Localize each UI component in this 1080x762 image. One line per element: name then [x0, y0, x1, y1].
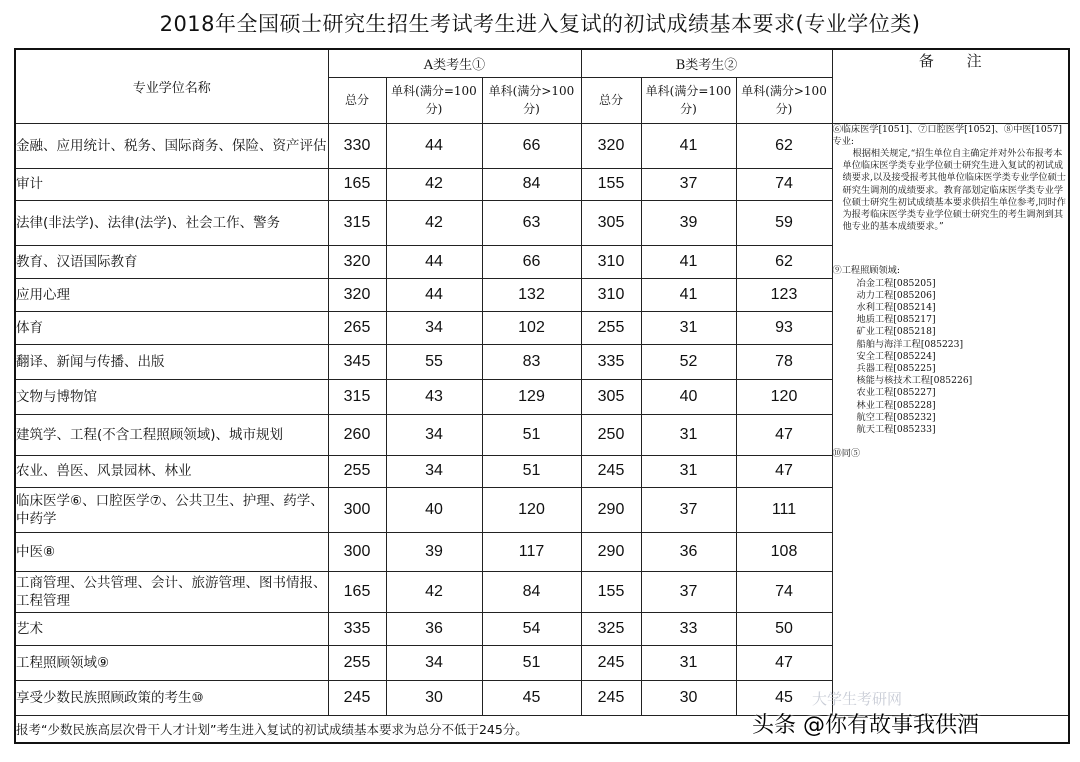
score-b-single-gt100: 123: [736, 279, 832, 312]
score-a-single-gt100: 63: [482, 201, 581, 246]
major-name-cell: 工程照顾领域⑨: [15, 646, 328, 681]
score-b-single-gt100: 62: [736, 123, 832, 168]
score-b-total: 310: [581, 279, 641, 312]
score-b-single-gt100: 50: [736, 613, 832, 646]
page-title: 2018年全国硕士研究生招生考试考生进入复试的初试成绩基本要求(专业学位类): [159, 12, 921, 36]
score-b-single-gt100: 47: [736, 414, 832, 455]
score-b-single-gt100: 78: [736, 344, 832, 379]
score-b-total: 305: [581, 201, 641, 246]
major-name-cell: 农业、兽医、风景园林、林业: [15, 455, 328, 488]
header-major-name: 专业学位名称: [15, 49, 328, 123]
score-b-total: 245: [581, 681, 641, 716]
header-a-single-gt100: 单科(满分>100分): [482, 77, 581, 123]
score-a-total: 320: [328, 279, 386, 312]
score-a-single-100: 39: [386, 533, 482, 572]
score-a-total: 300: [328, 533, 386, 572]
score-b-total: 320: [581, 123, 641, 168]
score-a-single-100: 43: [386, 379, 482, 414]
score-b-single-100: 37: [641, 168, 736, 201]
score-b-single-gt100: 62: [736, 246, 832, 279]
score-b-single-100: 36: [641, 533, 736, 572]
engineering-field-item: 水利工程[085214]: [856, 301, 936, 313]
major-name-cell: 工商管理、公共管理、会计、旅游管理、图书情报、工程管理: [15, 572, 328, 613]
major-name-cell: 临床医学⑥、口腔医学⑦、公共卫生、护理、药学、中药学: [15, 488, 328, 533]
score-b-single-gt100: 74: [736, 572, 832, 613]
score-b-single-100: 33: [641, 613, 736, 646]
score-a-total: 330: [328, 123, 386, 168]
score-b-total: 155: [581, 168, 641, 201]
score-table: [14, 48, 1070, 744]
score-a-single-100: 55: [386, 344, 482, 379]
score-a-total: 335: [328, 613, 386, 646]
engineering-field-item: 航空工程[085232]: [856, 411, 936, 423]
major-name-cell: 建筑学、工程(不含工程照顾领域)、城市规划: [15, 414, 328, 455]
score-a-total: 255: [328, 646, 386, 681]
score-a-single-100: 34: [386, 646, 482, 681]
engineering-field-item: 农业工程[085227]: [856, 387, 936, 399]
engineering-field-item: 地质工程[085217]: [856, 314, 936, 326]
score-b-total: 255: [581, 312, 641, 345]
score-a-single-100: 44: [386, 279, 482, 312]
score-b-single-100: 37: [641, 488, 736, 533]
score-b-total: 325: [581, 613, 641, 646]
score-a-single-gt100: 66: [482, 123, 581, 168]
score-a-single-gt100: 45: [482, 681, 581, 716]
major-name-cell: 教育、汉语国际教育: [15, 246, 328, 279]
major-name-cell: 审计: [15, 168, 328, 201]
score-a-single-100: 40: [386, 488, 482, 533]
engineering-field-item: 船舶与海洋工程[085223]: [856, 338, 964, 350]
major-name-cell: 应用心理: [15, 279, 328, 312]
score-b-single-gt100: 47: [736, 646, 832, 681]
header-b-total: 总分: [581, 77, 641, 123]
major-name-cell: 文物与博物馆: [15, 379, 328, 414]
score-b-total: 290: [581, 488, 641, 533]
score-a-single-gt100: 129: [482, 379, 581, 414]
score-b-total: 305: [581, 379, 641, 414]
header-group-a: A类考生①: [328, 49, 581, 77]
score-a-single-gt100: 83: [482, 344, 581, 379]
table-row: [15, 123, 1069, 168]
score-b-single-gt100: 108: [736, 533, 832, 572]
score-a-single-100: 34: [386, 312, 482, 345]
major-name-cell: 艺术: [15, 613, 328, 646]
score-a-single-gt100: 84: [482, 168, 581, 201]
credit-overlay: 头条 @你有故事我供酒: [752, 713, 979, 738]
score-a-total: 165: [328, 572, 386, 613]
score-a-single-gt100: 51: [482, 646, 581, 681]
score-b-single-gt100: 47: [736, 455, 832, 488]
score-a-single-gt100: 132: [482, 279, 581, 312]
engineering-field-item: 动力工程[085206]: [856, 289, 936, 301]
score-b-total: 310: [581, 246, 641, 279]
major-name-cell: 法律(非法学)、法律(法学)、社会工作、警务: [15, 201, 328, 246]
score-a-single-gt100: 51: [482, 414, 581, 455]
header-b-single-gt100: 单科(满分>100分): [736, 77, 832, 123]
score-a-single-gt100: 120: [482, 488, 581, 533]
score-a-single-100: 34: [386, 455, 482, 488]
score-b-total: 335: [581, 344, 641, 379]
score-b-single-100: 41: [641, 279, 736, 312]
score-b-single-100: 31: [641, 414, 736, 455]
major-name-cell: 体育: [15, 312, 328, 345]
score-a-total: 265: [328, 312, 386, 345]
score-a-single-100: 44: [386, 246, 482, 279]
header-notes: 备 注: [832, 49, 1069, 123]
score-a-single-100: 34: [386, 414, 482, 455]
note-clinical-head: ⑥临床医学[1051]、⑦口腔医学[1052]、⑧中医[1057]专业:: [832, 123, 1062, 147]
major-name-cell: 中医⑧: [15, 533, 328, 572]
score-b-single-gt100: 45: [736, 681, 832, 716]
note-clinical-body: 根据相关规定,“招生单位自主确定并对外公布报考本单位临床医学类专业学位硕士研究生进入复试的初试成绩要求,以及接受报考其他单位临床医学类专业学位硕士研究生调剂的成绩要求。教育部划定临床医学类专业学位硕士研究生初试成绩基本要求供招生单位参考,同时作为报考临床医学类专业学位硕士研究生的考生调剂到其他专业的基本成绩要求。”: [842, 147, 1066, 233]
score-a-total: 300: [328, 488, 386, 533]
score-a-single-100: 42: [386, 168, 482, 201]
score-a-single-100: 30: [386, 681, 482, 716]
score-a-total: 165: [328, 168, 386, 201]
score-a-single-100: 44: [386, 123, 482, 168]
score-b-single-gt100: 120: [736, 379, 832, 414]
score-a-single-gt100: 84: [482, 572, 581, 613]
major-name-cell: 享受少数民族照顾政策的考生⑩: [15, 681, 328, 716]
note-engineering-head: ⑨工程照顾领域:: [832, 265, 900, 277]
score-a-total: 255: [328, 455, 386, 488]
engineering-field-item: 矿业工程[085218]: [856, 326, 936, 338]
notes-cell: [832, 123, 1069, 716]
header-b-single-100: 单科(满分=100分): [641, 77, 736, 123]
engineering-field-item: 核能与核技术工程[085226]: [856, 375, 973, 387]
header-group-b: B类考生②: [581, 49, 832, 77]
note-minority: ⑩同⑤: [832, 448, 861, 460]
score-b-total: 290: [581, 533, 641, 572]
engineering-field-item: 航天工程[085233]: [856, 423, 936, 435]
score-b-single-gt100: 59: [736, 201, 832, 246]
score-a-single-100: 42: [386, 201, 482, 246]
score-b-single-gt100: 111: [736, 488, 832, 533]
score-a-single-gt100: 54: [482, 613, 581, 646]
score-a-single-gt100: 51: [482, 455, 581, 488]
score-a-total: 245: [328, 681, 386, 716]
engineering-field-item: 林业工程[085228]: [856, 399, 936, 411]
score-b-single-100: 39: [641, 201, 736, 246]
score-a-total: 345: [328, 344, 386, 379]
score-a-total: 315: [328, 379, 386, 414]
header-a-total: 总分: [328, 77, 386, 123]
score-b-single-100: 40: [641, 379, 736, 414]
score-b-single-100: 31: [641, 455, 736, 488]
score-b-single-100: 37: [641, 572, 736, 613]
score-b-total: 245: [581, 646, 641, 681]
header-a-single-100: 单科(满分=100分): [386, 77, 482, 123]
engineering-field-item: 冶金工程[085205]: [856, 277, 936, 289]
score-a-single-gt100: 117: [482, 533, 581, 572]
major-name-cell: 金融、应用统计、税务、国际商务、保险、资产评估: [15, 123, 328, 168]
score-b-single-100: 41: [641, 246, 736, 279]
score-b-total: 250: [581, 414, 641, 455]
score-b-single-100: 31: [641, 646, 736, 681]
score-b-single-gt100: 74: [736, 168, 832, 201]
score-b-single-gt100: 93: [736, 312, 832, 345]
footer-note: 报考“少数民族高层次骨干人才计划”考生进入复试的初试成绩基本要求为总分不低于245分。: [15, 716, 1069, 744]
score-a-total: 320: [328, 246, 386, 279]
score-a-single-gt100: 66: [482, 246, 581, 279]
score-b-single-100: 31: [641, 312, 736, 345]
score-b-total: 155: [581, 572, 641, 613]
watermark: 大学生考研网: [812, 690, 903, 708]
score-a-single-100: 36: [386, 613, 482, 646]
score-a-total: 260: [328, 414, 386, 455]
score-a-single-gt100: 102: [482, 312, 581, 345]
engineering-field-item: 安全工程[085224]: [856, 350, 936, 362]
major-name-cell: 翻译、新闻与传播、出版: [15, 344, 328, 379]
score-b-single-100: 30: [641, 681, 736, 716]
engineering-field-item: 兵器工程[085225]: [856, 362, 936, 374]
score-b-total: 245: [581, 455, 641, 488]
score-a-single-100: 42: [386, 572, 482, 613]
score-b-single-100: 41: [641, 123, 736, 168]
score-a-total: 315: [328, 201, 386, 246]
score-b-single-100: 52: [641, 344, 736, 379]
